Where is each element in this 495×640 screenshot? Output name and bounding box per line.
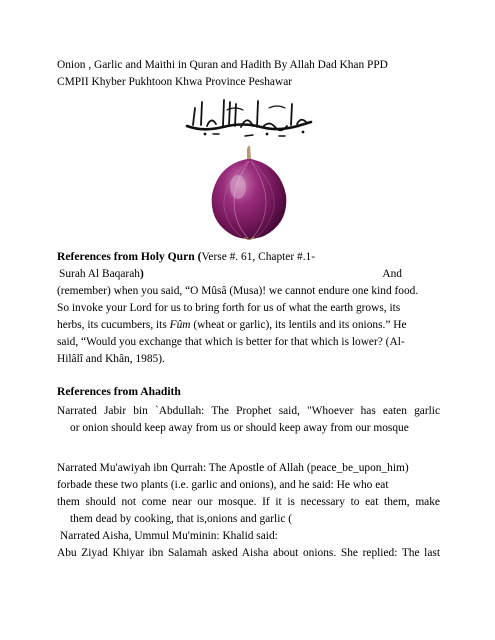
surah-name-group [59,266,144,283]
quran-heading-bold: References from Holy Qurn ( [57,250,202,263]
verse-line-2: So invoke your Lord for us to bring forth for us of what the earth grows, its [57,302,401,314]
verse-line-3-rest: (wheat or garlic), its lentils and its onions.” He [190,319,407,331]
fum-word: Fûm [169,319,191,331]
hadith3-line-2: Abu Ziyad Khiyar ibn Salamah asked Aisha about onions. She replied: The last [57,547,440,559]
bismillah-calligraphy-image [183,96,315,140]
verse-line-3-start: herbs, its cucumbers, its [57,319,170,331]
and-word: And [382,268,402,280]
surah-close-paren: ) [139,268,144,280]
surah-line [57,266,440,283]
hadith3-line-1: Narrated Aisha, Ummul Mu'minin: Khalid said: [60,530,278,542]
onion-image [204,143,294,243]
hadith2-line-2: forbade these two plants (i.e. garlic and onions), and he said: He who eat [57,479,389,491]
verse-line-5: Hilâlî and Khân, 1985). [57,353,165,365]
hadith-heading: References from Ahadith [57,385,181,398]
hadith2-line-1: Narrated Mu'awiyah ibn Qurrah: The Apostle of Allah (peace_be_upon_him) [57,462,409,474]
quran-references-section [57,248,440,368]
quran-heading-rest: Verse #. 61, Chapter #.1- [201,251,316,263]
hadith2-line-3: them should not come near our mosque. If it is necessary to eat them, make [57,496,440,508]
document-title [57,57,440,91]
surah-name: Surah Al Baqarah [59,268,140,280]
title-line-1: Onion , Garlic and Maithi in Quran and Hadith By Allah Dad Khan PPD [57,59,388,71]
hadith2-line-4: them dead by cooking, that is,onions and garlic ( [70,513,293,525]
verse-line-1: (remember) when you said, “O Mûsâ (Musa)! we cannot endure one kind food. [57,285,419,297]
hadith-references-section [57,383,440,437]
quran-heading [57,248,440,266]
hadith1-line-1: Narrated Jabir bin `Abdullah: The Prophet said, "Whoever has eaten garlic [57,405,440,417]
hadith1-line-2: or onion should keep away from us or should keep away from our mosque [70,422,409,434]
hadith-2-section [57,460,440,562]
verse-line-3 [57,317,440,334]
title-line-2: CMPII Khyber Pukhtoon Khwa Province Peshawar [57,76,293,88]
verse-line-4: said, “Would you exchange that which is better for that which is lower? (Al- [57,336,405,348]
